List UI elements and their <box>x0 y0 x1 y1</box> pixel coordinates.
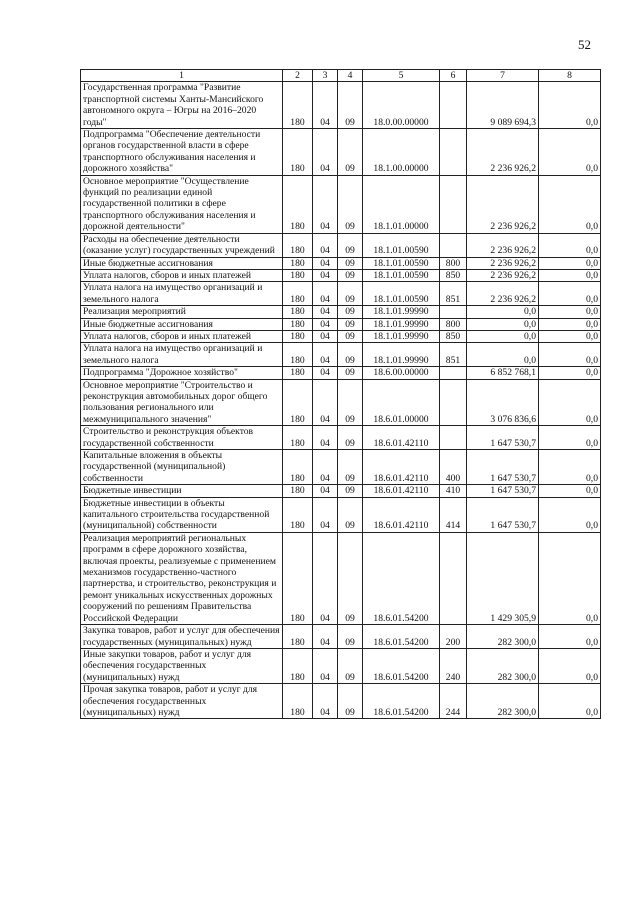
cell-expense-type: 244 <box>440 684 467 719</box>
cell-amount-2: 0,0 <box>539 306 601 318</box>
cell-section: 04 <box>313 306 338 318</box>
cell-admin: 180 <box>283 367 313 379</box>
cell-section: 04 <box>313 175 338 233</box>
cell-target: 18.1.01.99990 <box>363 306 440 318</box>
cell-expense-type: 414 <box>440 497 467 532</box>
cell-admin: 180 <box>283 175 313 233</box>
cell-expense-type: 240 <box>440 648 467 683</box>
cell-amount-2: 0,0 <box>539 129 601 176</box>
table-row <box>81 175 601 233</box>
table-row <box>81 318 601 330</box>
cell-admin: 180 <box>283 648 313 683</box>
cell-subsection: 09 <box>338 330 363 342</box>
cell-expense-type: 800 <box>440 318 467 330</box>
cell-section: 04 <box>313 426 338 450</box>
cell-subsection: 09 <box>338 450 363 485</box>
table-row <box>81 257 601 269</box>
cell-name: Строительство и реконструкция объектов государственной собственности <box>81 426 283 450</box>
cell-amount-2: 0,0 <box>539 367 601 379</box>
cell-section: 04 <box>313 343 338 367</box>
header-col-8: 8 <box>539 70 601 82</box>
cell-section: 04 <box>313 269 338 281</box>
cell-expense-type <box>440 426 467 450</box>
cell-expense-type <box>440 82 467 129</box>
cell-subsection: 09 <box>338 257 363 269</box>
cell-name: Уплата налога на имущество организаций и земельного налога <box>81 282 283 306</box>
table-body <box>81 82 601 719</box>
cell-admin: 180 <box>283 684 313 719</box>
cell-subsection: 09 <box>338 648 363 683</box>
cell-target: 18.0.00.00000 <box>363 82 440 129</box>
cell-target: 18.6.01.00000 <box>363 379 440 426</box>
cell-amount-2: 0,0 <box>539 625 601 649</box>
cell-name: Расходы на обеспечение деятельности (оказание услуг) государственных учреждений <box>81 233 283 257</box>
cell-section: 04 <box>313 318 338 330</box>
cell-expense-type <box>440 306 467 318</box>
cell-amount-2: 0,0 <box>539 426 601 450</box>
cell-subsection: 09 <box>338 684 363 719</box>
cell-target: 18.1.01.99990 <box>363 330 440 342</box>
cell-name: Иные бюджетные ассигнования <box>81 257 283 269</box>
cell-section: 04 <box>313 330 338 342</box>
cell-admin: 180 <box>283 318 313 330</box>
cell-amount-2: 0,0 <box>539 318 601 330</box>
table-row <box>81 343 601 367</box>
cell-target: 18.6.01.42110 <box>363 497 440 532</box>
cell-name: Реализация мероприятий региональных программ в сфере дорожного хозяйства, включая проекты, реализуемые с применением механизмов государственно-частного партнерства, и строительство, реконструкция и ремонт уникальных искусственных дорожных сооружений по решениям Правительства Российской Федерации <box>81 532 283 624</box>
header-col-5: 5 <box>363 70 440 82</box>
cell-amount-2: 0,0 <box>539 269 601 281</box>
table-row <box>81 532 601 624</box>
cell-section: 04 <box>313 648 338 683</box>
cell-target: 18.1.01.00000 <box>363 175 440 233</box>
header-col-7: 7 <box>467 70 539 82</box>
table-row <box>81 330 601 342</box>
cell-target: 18.6.01.54200 <box>363 684 440 719</box>
cell-expense-type <box>440 175 467 233</box>
cell-admin: 180 <box>283 330 313 342</box>
cell-amount: 0,0 <box>467 318 539 330</box>
cell-expense-type: 851 <box>440 282 467 306</box>
table-row <box>81 625 601 649</box>
cell-subsection: 09 <box>338 269 363 281</box>
table-row <box>81 282 601 306</box>
table-row <box>81 485 601 497</box>
cell-amount: 282 300,0 <box>467 684 539 719</box>
header-col-6: 6 <box>440 70 467 82</box>
cell-amount-2: 0,0 <box>539 257 601 269</box>
cell-amount: 2 236 926,2 <box>467 233 539 257</box>
table-row <box>81 269 601 281</box>
cell-name: Уплата налогов, сборов и иных платежей <box>81 269 283 281</box>
cell-section: 04 <box>313 367 338 379</box>
cell-admin: 180 <box>283 426 313 450</box>
cell-amount: 1 647 530,7 <box>467 450 539 485</box>
cell-amount-2: 0,0 <box>539 330 601 342</box>
cell-subsection: 09 <box>338 367 363 379</box>
cell-subsection: 09 <box>338 175 363 233</box>
table-row <box>81 367 601 379</box>
cell-amount: 0,0 <box>467 343 539 367</box>
cell-amount: 282 300,0 <box>467 625 539 649</box>
cell-expense-type: 200 <box>440 625 467 649</box>
cell-target: 18.1.01.00590 <box>363 233 440 257</box>
cell-admin: 180 <box>283 82 313 129</box>
budget-table <box>80 69 601 719</box>
cell-subsection: 09 <box>338 532 363 624</box>
cell-amount: 3 076 836,6 <box>467 379 539 426</box>
cell-amount-2: 0,0 <box>539 379 601 426</box>
cell-section: 04 <box>313 485 338 497</box>
cell-admin: 180 <box>283 269 313 281</box>
cell-amount: 2 236 926,2 <box>467 257 539 269</box>
cell-section: 04 <box>313 625 338 649</box>
cell-name: Иные закупки товаров, работ и услуг для обеспечения государственных (муниципальных) нужд <box>81 648 283 683</box>
cell-name: Капитальные вложения в объекты государственной (муниципальной) собственности <box>81 450 283 485</box>
cell-section: 04 <box>313 257 338 269</box>
cell-amount-2: 0,0 <box>539 175 601 233</box>
cell-amount: 1 647 530,7 <box>467 426 539 450</box>
cell-name: Иные бюджетные ассигнования <box>81 318 283 330</box>
cell-amount: 282 300,0 <box>467 648 539 683</box>
cell-amount-2: 0,0 <box>539 485 601 497</box>
cell-section: 04 <box>313 684 338 719</box>
cell-subsection: 09 <box>338 379 363 426</box>
cell-admin: 180 <box>283 233 313 257</box>
cell-amount-2: 0,0 <box>539 343 601 367</box>
cell-admin: 180 <box>283 282 313 306</box>
cell-amount: 2 236 926,2 <box>467 269 539 281</box>
cell-name: Основное мероприятие "Строительство и реконструкция автомобильных дорог общего пользования регионального или межмуниципального значения" <box>81 379 283 426</box>
cell-expense-type: 410 <box>440 485 467 497</box>
cell-name: Закупка товаров, работ и услуг для обеспечения государственных (муниципальных) нужд <box>81 625 283 649</box>
cell-amount-2: 0,0 <box>539 648 601 683</box>
cell-section: 04 <box>313 82 338 129</box>
header-col-4: 4 <box>338 70 363 82</box>
cell-name: Бюджетные инвестиции в объекты капитального строительства государственной (муниципальной) собственности <box>81 497 283 532</box>
page-number: 52 <box>578 37 591 52</box>
cell-amount: 0,0 <box>467 306 539 318</box>
cell-amount-2: 0,0 <box>539 497 601 532</box>
table-row <box>81 379 601 426</box>
cell-admin: 180 <box>283 129 313 176</box>
cell-name: Основное мероприятие "Осуществление функций по реализации единой государственной политики в сфере транспортного обслуживания населения и дорожной деятельности" <box>81 175 283 233</box>
cell-amount-2: 0,0 <box>539 282 601 306</box>
cell-admin: 180 <box>283 497 313 532</box>
cell-subsection: 09 <box>338 485 363 497</box>
cell-admin: 180 <box>283 306 313 318</box>
table-row <box>81 426 601 450</box>
cell-target: 18.6.00.00000 <box>363 367 440 379</box>
cell-name: Прочая закупка товаров, работ и услуг для обеспечения государственных (муниципальных) нужд <box>81 684 283 719</box>
cell-target: 18.1.00.00000 <box>363 129 440 176</box>
header-col-3: 3 <box>313 70 338 82</box>
cell-subsection: 09 <box>338 282 363 306</box>
cell-target: 18.6.01.42110 <box>363 450 440 485</box>
cell-subsection: 09 <box>338 318 363 330</box>
cell-subsection: 09 <box>338 129 363 176</box>
cell-target: 18.6.01.54200 <box>363 532 440 624</box>
cell-name: Реализация мероприятий <box>81 306 283 318</box>
cell-amount-2: 0,0 <box>539 684 601 719</box>
cell-expense-type: 850 <box>440 330 467 342</box>
cell-amount: 1 429 305,9 <box>467 532 539 624</box>
cell-subsection: 09 <box>338 233 363 257</box>
cell-amount-2: 0,0 <box>539 532 601 624</box>
cell-name: Уплата налога на имущество организаций и земельного налога <box>81 343 283 367</box>
cell-admin: 180 <box>283 343 313 367</box>
cell-amount: 1 647 530,7 <box>467 497 539 532</box>
cell-expense-type <box>440 129 467 176</box>
cell-name: Бюджетные инвестиции <box>81 485 283 497</box>
cell-section: 04 <box>313 233 338 257</box>
cell-subsection: 09 <box>338 497 363 532</box>
cell-name: Подпрограмма "Дорожное хозяйство" <box>81 367 283 379</box>
cell-admin: 180 <box>283 485 313 497</box>
cell-target: 18.6.01.54200 <box>363 625 440 649</box>
cell-amount: 0,0 <box>467 330 539 342</box>
table-row <box>81 648 601 683</box>
cell-name: Уплата налогов, сборов и иных платежей <box>81 330 283 342</box>
cell-subsection: 09 <box>338 306 363 318</box>
cell-admin: 180 <box>283 450 313 485</box>
cell-expense-type: 400 <box>440 450 467 485</box>
cell-amount: 2 236 926,2 <box>467 129 539 176</box>
cell-target: 18.1.01.99990 <box>363 318 440 330</box>
cell-section: 04 <box>313 497 338 532</box>
cell-section: 04 <box>313 450 338 485</box>
cell-name: Подпрограмма "Обеспечение деятельности органов государственной власти в сфере транспортного обслуживания населения и дорожного хозяйства" <box>81 129 283 176</box>
cell-subsection: 09 <box>338 82 363 129</box>
table-row <box>81 450 601 485</box>
cell-expense-type <box>440 367 467 379</box>
cell-amount: 9 089 694,3 <box>467 82 539 129</box>
table-header-row <box>81 70 601 82</box>
cell-expense-type: 850 <box>440 269 467 281</box>
cell-target: 18.1.01.00590 <box>363 269 440 281</box>
cell-target: 18.6.01.42110 <box>363 426 440 450</box>
table-row <box>81 129 601 176</box>
cell-target: 18.1.01.00590 <box>363 257 440 269</box>
cell-amount: 1 647 530,7 <box>467 485 539 497</box>
cell-expense-type <box>440 233 467 257</box>
cell-target: 18.6.01.54200 <box>363 648 440 683</box>
table-row <box>81 306 601 318</box>
header-col-2: 2 <box>283 70 313 82</box>
cell-expense-type <box>440 379 467 426</box>
table-row <box>81 82 601 129</box>
cell-amount-2: 0,0 <box>539 82 601 129</box>
cell-target: 18.1.01.00590 <box>363 282 440 306</box>
cell-name: Государственная программа "Развитие транспортной системы Ханты-Мансийского автономного округа – Югры на 2016–2020 годы" <box>81 82 283 129</box>
cell-admin: 180 <box>283 532 313 624</box>
table-row <box>81 497 601 532</box>
cell-amount: 2 236 926,2 <box>467 282 539 306</box>
table-row <box>81 684 601 719</box>
cell-target: 18.1.01.99990 <box>363 343 440 367</box>
cell-subsection: 09 <box>338 426 363 450</box>
cell-amount-2: 0,0 <box>539 450 601 485</box>
header-col-1: 1 <box>81 70 283 82</box>
cell-expense-type: 851 <box>440 343 467 367</box>
cell-subsection: 09 <box>338 343 363 367</box>
cell-section: 04 <box>313 129 338 176</box>
cell-expense-type: 800 <box>440 257 467 269</box>
cell-section: 04 <box>313 282 338 306</box>
cell-section: 04 <box>313 379 338 426</box>
cell-section: 04 <box>313 532 338 624</box>
cell-subsection: 09 <box>338 625 363 649</box>
cell-admin: 180 <box>283 379 313 426</box>
cell-amount: 2 236 926,2 <box>467 175 539 233</box>
cell-expense-type <box>440 532 467 624</box>
cell-admin: 180 <box>283 257 313 269</box>
cell-amount: 6 852 768,1 <box>467 367 539 379</box>
table-row <box>81 233 601 257</box>
cell-target: 18.6.01.42110 <box>363 485 440 497</box>
cell-admin: 180 <box>283 625 313 649</box>
cell-amount-2: 0,0 <box>539 233 601 257</box>
